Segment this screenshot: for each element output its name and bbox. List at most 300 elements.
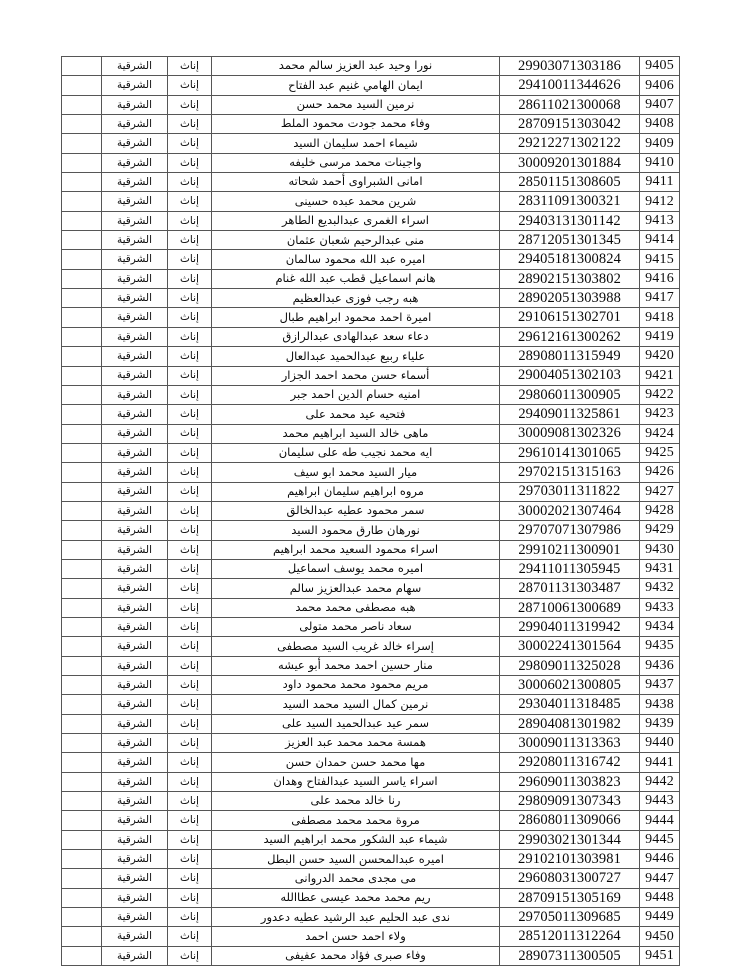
table-row [62, 888, 680, 907]
person-name-cell: شرين محمد عبده حسينى [212, 192, 500, 211]
governorate-cell: الشرقية [102, 656, 168, 675]
serial-number-cell: 9433 [640, 598, 680, 617]
governorate-cell: الشرقية [102, 269, 168, 288]
serial-number-cell: 9440 [640, 734, 680, 753]
serial-number-cell: 9434 [640, 617, 680, 636]
serial-number-cell: 9424 [640, 424, 680, 443]
governorate-cell: الشرقية [102, 424, 168, 443]
table-row [62, 76, 680, 95]
gender-cell: إناث [168, 153, 212, 172]
blank-cell [62, 211, 102, 230]
gender-cell: إناث [168, 57, 212, 76]
table-row [62, 908, 680, 927]
table-row [62, 772, 680, 791]
blank-cell [62, 772, 102, 791]
gender-cell: إناث [168, 714, 212, 733]
national-id-cell: 29707071307986 [500, 521, 640, 540]
blank-cell [62, 617, 102, 636]
table-row [62, 792, 680, 811]
table-row [62, 347, 680, 366]
national-id-cell: 30009011313363 [500, 734, 640, 753]
governorate-cell: الشرقية [102, 676, 168, 695]
gender-cell: إناث [168, 482, 212, 501]
governorate-cell: الشرقية [102, 521, 168, 540]
governorate-cell: الشرقية [102, 888, 168, 907]
serial-number-cell: 9405 [640, 57, 680, 76]
table-row [62, 308, 680, 327]
table-row [62, 192, 680, 211]
person-name-cell: ميار السيد محمد ابو سيف [212, 463, 500, 482]
governorate-cell: الشرقية [102, 772, 168, 791]
person-name-cell: سهام محمد عبدالعزيز سالم [212, 579, 500, 598]
national-id-cell: 29004051302103 [500, 366, 640, 385]
gender-cell: إناث [168, 308, 212, 327]
governorate-cell: الشرقية [102, 95, 168, 114]
national-id-cell: 28709151305169 [500, 888, 640, 907]
gender-cell: إناث [168, 559, 212, 578]
national-id-cell: 29903021301344 [500, 830, 640, 849]
serial-number-cell: 9445 [640, 830, 680, 849]
governorate-cell: الشرقية [102, 173, 168, 192]
person-name-cell: نورهان طارق محمود السيد [212, 521, 500, 540]
governorate-cell: الشرقية [102, 695, 168, 714]
blank-cell [62, 134, 102, 153]
serial-number-cell: 9450 [640, 927, 680, 946]
table-row [62, 753, 680, 772]
person-name-cell: وفاء صبرى فؤاد محمد عفيفى [212, 946, 500, 965]
gender-cell: إناث [168, 385, 212, 404]
blank-cell [62, 521, 102, 540]
gender-cell: إناث [168, 811, 212, 830]
blank-cell [62, 656, 102, 675]
table-row [62, 695, 680, 714]
serial-number-cell: 9412 [640, 192, 680, 211]
national-id-cell: 28902151303802 [500, 269, 640, 288]
governorate-cell: الشرقية [102, 231, 168, 250]
blank-cell [62, 192, 102, 211]
person-name-cell: همسة محمد محمد عبد العزيز [212, 734, 500, 753]
person-name-cell: اسراء الغمرى عبدالبديع الطاهر [212, 211, 500, 230]
person-name-cell: مها محمد حسن حمدان حسن [212, 753, 500, 772]
serial-number-cell: 9415 [640, 250, 680, 269]
national-id-cell: 28907311300505 [500, 946, 640, 965]
blank-cell [62, 830, 102, 849]
table-row [62, 153, 680, 172]
person-name-cell: امانى الشبراوى أحمد شحاته [212, 173, 500, 192]
national-id-cell: 29405181300824 [500, 250, 640, 269]
gender-cell: إناث [168, 695, 212, 714]
blank-cell [62, 308, 102, 327]
national-id-cell: 28902051303988 [500, 289, 640, 308]
serial-number-cell: 9437 [640, 676, 680, 695]
blank-cell [62, 231, 102, 250]
serial-number-cell: 9414 [640, 231, 680, 250]
blank-cell [62, 637, 102, 656]
governorate-cell: الشرقية [102, 850, 168, 869]
table-row [62, 521, 680, 540]
national-id-cell: 28611021300068 [500, 95, 640, 114]
person-name-cell: اميرة احمد محمود ابراهيم طبال [212, 308, 500, 327]
gender-cell: إناث [168, 443, 212, 462]
gender-cell: إناث [168, 946, 212, 965]
serial-number-cell: 9427 [640, 482, 680, 501]
table-row [62, 424, 680, 443]
person-name-cell: هبه مصطفى محمد محمد [212, 598, 500, 617]
serial-number-cell: 9429 [640, 521, 680, 540]
national-id-cell: 29705011309685 [500, 908, 640, 927]
gender-cell: إناث [168, 598, 212, 617]
national-id-cell: 29409011325861 [500, 405, 640, 424]
blank-cell [62, 385, 102, 404]
serial-number-cell: 9422 [640, 385, 680, 404]
serial-number-cell: 9428 [640, 501, 680, 520]
serial-number-cell: 9413 [640, 211, 680, 230]
national-id-cell: 29608031300727 [500, 869, 640, 888]
serial-number-cell: 9406 [640, 76, 680, 95]
gender-cell: إناث [168, 327, 212, 346]
gender-cell: إناث [168, 289, 212, 308]
blank-cell [62, 173, 102, 192]
national-id-cell: 28501151308605 [500, 173, 640, 192]
person-name-cell: دعاء سعد عبدالهادى عبدالرازق [212, 327, 500, 346]
governorate-cell: الشرقية [102, 463, 168, 482]
governorate-cell: الشرقية [102, 792, 168, 811]
table-row [62, 385, 680, 404]
national-id-cell: 28311091300321 [500, 192, 640, 211]
serial-number-cell: 9439 [640, 714, 680, 733]
blank-cell [62, 792, 102, 811]
blank-cell [62, 443, 102, 462]
table-row [62, 327, 680, 346]
table-row [62, 714, 680, 733]
gender-cell: إناث [168, 637, 212, 656]
table-row [62, 443, 680, 462]
blank-cell [62, 347, 102, 366]
governorate-cell: الشرقية [102, 714, 168, 733]
gender-cell: إناث [168, 115, 212, 134]
gender-cell: إناث [168, 850, 212, 869]
person-name-cell: ايه محمد نجيب طه على سليمان [212, 443, 500, 462]
national-id-cell: 28908011315949 [500, 347, 640, 366]
table-row [62, 115, 680, 134]
person-name-cell: منى عبدالرحيم شعبان عثمان [212, 231, 500, 250]
blank-cell [62, 598, 102, 617]
blank-cell [62, 115, 102, 134]
person-name-cell: مروه ابراهيم سليمان ابراهيم [212, 482, 500, 501]
person-name-cell: مى مجدى محمد الدروانى [212, 869, 500, 888]
blank-cell [62, 424, 102, 443]
gender-cell: إناث [168, 405, 212, 424]
person-name-cell: سمر محمود عطيه عبدالخالق [212, 501, 500, 520]
blank-cell [62, 811, 102, 830]
person-name-cell: إسراء خالد غريب السيد مصطفى [212, 637, 500, 656]
person-name-cell: ريم محمد محمد عيسى عطاالله [212, 888, 500, 907]
person-name-cell: منار حسين احمد محمد أبو عيشه [212, 656, 500, 675]
table-row [62, 830, 680, 849]
governorate-cell: الشرقية [102, 405, 168, 424]
serial-number-cell: 9408 [640, 115, 680, 134]
person-name-cell: اميره عبدالمحسن السيد حسن البطل [212, 850, 500, 869]
serial-number-cell: 9421 [640, 366, 680, 385]
blank-cell [62, 908, 102, 927]
gender-cell: إناث [168, 95, 212, 114]
person-name-cell: ندى عبد الحليم عبد الرشيد عطيه دعدور [212, 908, 500, 927]
governorate-cell: الشرقية [102, 289, 168, 308]
table-row [62, 927, 680, 946]
gender-cell: إناث [168, 772, 212, 791]
person-name-cell: أسماء حسن محمد احمد الجزار [212, 366, 500, 385]
national-id-cell: 30006021300805 [500, 676, 640, 695]
table-row [62, 540, 680, 559]
national-id-cell: 28710061300689 [500, 598, 640, 617]
person-name-cell: امنيه حسام الدين احمد جبر [212, 385, 500, 404]
blank-cell [62, 850, 102, 869]
table-row [62, 95, 680, 114]
table-row [62, 134, 680, 153]
table-row [62, 57, 680, 76]
table-row [62, 637, 680, 656]
table-row [62, 946, 680, 965]
gender-cell: إناث [168, 134, 212, 153]
gender-cell: إناث [168, 540, 212, 559]
governorate-cell: الشرقية [102, 385, 168, 404]
table-row [62, 405, 680, 424]
gender-cell: إناث [168, 521, 212, 540]
serial-number-cell: 9417 [640, 289, 680, 308]
serial-number-cell: 9416 [640, 269, 680, 288]
person-name-cell: واجينات محمد مرسى خليفه [212, 153, 500, 172]
governorate-cell: الشرقية [102, 734, 168, 753]
blank-cell [62, 559, 102, 578]
table-row [62, 173, 680, 192]
governorate-cell: الشرقية [102, 579, 168, 598]
national-id-cell: 30009081302326 [500, 424, 640, 443]
serial-number-cell: 9407 [640, 95, 680, 114]
governorate-cell: الشرقية [102, 57, 168, 76]
blank-cell [62, 269, 102, 288]
national-id-cell: 28512011312264 [500, 927, 640, 946]
gender-cell: إناث [168, 173, 212, 192]
person-name-cell: ولاء احمد حسن احمد [212, 927, 500, 946]
person-name-cell: نورا وحيد عبد العزيز سالم محمد [212, 57, 500, 76]
gender-cell: إناث [168, 501, 212, 520]
gender-cell: إناث [168, 76, 212, 95]
national-id-cell: 29809011325028 [500, 656, 640, 675]
blank-cell [62, 501, 102, 520]
serial-number-cell: 9444 [640, 811, 680, 830]
table-row [62, 231, 680, 250]
serial-number-cell: 9426 [640, 463, 680, 482]
person-name-cell: فتحيه عيد محمد على [212, 405, 500, 424]
table-row [62, 579, 680, 598]
gender-cell: إناث [168, 830, 212, 849]
serial-number-cell: 9443 [640, 792, 680, 811]
person-name-cell: اميره عبد الله محمود سالمان [212, 250, 500, 269]
serial-number-cell: 9436 [640, 656, 680, 675]
national-id-cell: 29106151302701 [500, 308, 640, 327]
governorate-cell: الشرقية [102, 366, 168, 385]
national-id-cell: 29806011300905 [500, 385, 640, 404]
gender-cell: إناث [168, 211, 212, 230]
national-id-cell: 29610141301065 [500, 443, 640, 462]
governorate-cell: الشرقية [102, 211, 168, 230]
gender-cell: إناث [168, 424, 212, 443]
serial-number-cell: 9447 [640, 869, 680, 888]
person-name-cell: شيماء عبد الشكور محمد ابراهيم السيد [212, 830, 500, 849]
blank-cell [62, 250, 102, 269]
gender-cell: إناث [168, 347, 212, 366]
gender-cell: إناث [168, 888, 212, 907]
table-row [62, 463, 680, 482]
blank-cell [62, 695, 102, 714]
table-row [62, 869, 680, 888]
person-name-cell: سعاد ناصر محمد متولى [212, 617, 500, 636]
table-row [62, 250, 680, 269]
governorate-cell: الشرقية [102, 482, 168, 501]
national-id-cell: 29703011311822 [500, 482, 640, 501]
serial-number-cell: 9411 [640, 173, 680, 192]
governorate-cell: الشرقية [102, 443, 168, 462]
serial-number-cell: 9438 [640, 695, 680, 714]
table-row [62, 850, 680, 869]
national-id-cell: 28701131303487 [500, 579, 640, 598]
table-row [62, 482, 680, 501]
governorate-cell: الشرقية [102, 250, 168, 269]
governorate-cell: الشرقية [102, 908, 168, 927]
gender-cell: إناث [168, 792, 212, 811]
governorate-cell: الشرقية [102, 598, 168, 617]
blank-cell [62, 57, 102, 76]
serial-number-cell: 9425 [640, 443, 680, 462]
serial-number-cell: 9419 [640, 327, 680, 346]
governorate-cell: الشرقية [102, 869, 168, 888]
person-name-cell: هبه رجب فوزى عبدالعظيم [212, 289, 500, 308]
blank-cell [62, 946, 102, 965]
governorate-cell: الشرقية [102, 811, 168, 830]
governorate-cell: الشرقية [102, 637, 168, 656]
governorate-cell: الشرقية [102, 347, 168, 366]
national-id-cell: 29403131301142 [500, 211, 640, 230]
gender-cell: إناث [168, 753, 212, 772]
person-name-cell: وفاء محمد جودت محمود الملط [212, 115, 500, 134]
blank-cell [62, 289, 102, 308]
governorate-cell: الشرقية [102, 753, 168, 772]
governorate-cell: الشرقية [102, 927, 168, 946]
serial-number-cell: 9431 [640, 559, 680, 578]
national-id-cell: 29904011319942 [500, 617, 640, 636]
serial-number-cell: 9446 [640, 850, 680, 869]
serial-number-cell: 9410 [640, 153, 680, 172]
person-name-cell: علياء ربيع عبدالحميد عبدالعال [212, 347, 500, 366]
serial-number-cell: 9449 [640, 908, 680, 927]
governorate-cell: الشرقية [102, 830, 168, 849]
gender-cell: إناث [168, 366, 212, 385]
national-id-cell: 29102101303981 [500, 850, 640, 869]
gender-cell: إناث [168, 463, 212, 482]
person-name-cell: ماهى خالد السيد ابراهيم محمد [212, 424, 500, 443]
national-id-cell: 29410011344626 [500, 76, 640, 95]
national-id-cell: 28712051301345 [500, 231, 640, 250]
gender-cell: إناث [168, 908, 212, 927]
table-row [62, 269, 680, 288]
governorate-cell: الشرقية [102, 559, 168, 578]
serial-number-cell: 9420 [640, 347, 680, 366]
table-row [62, 289, 680, 308]
gender-cell: إناث [168, 676, 212, 695]
gender-cell: إناث [168, 617, 212, 636]
records-table-body [62, 57, 680, 966]
person-name-cell: نرمين كمال السيد محمد السيد [212, 695, 500, 714]
table-row [62, 366, 680, 385]
national-id-cell: 28709151303042 [500, 115, 640, 134]
person-name-cell: هانم اسماعيل قطب عبد الله غنام [212, 269, 500, 288]
table-row [62, 598, 680, 617]
national-id-cell: 29910211300901 [500, 540, 640, 559]
national-id-cell: 29304011318485 [500, 695, 640, 714]
blank-cell [62, 482, 102, 501]
person-name-cell: رنا خالد محمد على [212, 792, 500, 811]
person-name-cell: اميره محمد يوسف اسماعيل [212, 559, 500, 578]
national-id-cell: 28608011309066 [500, 811, 640, 830]
blank-cell [62, 888, 102, 907]
governorate-cell: الشرقية [102, 134, 168, 153]
table-row [62, 617, 680, 636]
governorate-cell: الشرقية [102, 153, 168, 172]
national-id-cell: 29212271302122 [500, 134, 640, 153]
person-name-cell: نرمين السيد محمد حسن [212, 95, 500, 114]
serial-number-cell: 9418 [640, 308, 680, 327]
national-id-cell: 29411011305945 [500, 559, 640, 578]
serial-number-cell: 9430 [640, 540, 680, 559]
governorate-cell: الشرقية [102, 115, 168, 134]
serial-number-cell: 9448 [640, 888, 680, 907]
blank-cell [62, 327, 102, 346]
table-row [62, 656, 680, 675]
blank-cell [62, 579, 102, 598]
national-id-cell: 29903071303186 [500, 57, 640, 76]
blank-cell [62, 753, 102, 772]
gender-cell: إناث [168, 269, 212, 288]
serial-number-cell: 9451 [640, 946, 680, 965]
blank-cell [62, 76, 102, 95]
serial-number-cell: 9432 [640, 579, 680, 598]
gender-cell: إناث [168, 869, 212, 888]
table-row [62, 501, 680, 520]
governorate-cell: الشرقية [102, 540, 168, 559]
blank-cell [62, 463, 102, 482]
governorate-cell: الشرقية [102, 946, 168, 965]
serial-number-cell: 9442 [640, 772, 680, 791]
governorate-cell: الشرقية [102, 501, 168, 520]
blank-cell [62, 153, 102, 172]
person-name-cell: مروة محمد محمد مصطفى [212, 811, 500, 830]
person-name-cell: شيماء احمد سليمان السيد [212, 134, 500, 153]
records-table-container [62, 56, 680, 966]
blank-cell [62, 714, 102, 733]
national-id-cell: 30002241301564 [500, 637, 640, 656]
governorate-cell: الشرقية [102, 327, 168, 346]
gender-cell: إناث [168, 250, 212, 269]
national-id-cell: 30009201301884 [500, 153, 640, 172]
gender-cell: إناث [168, 656, 212, 675]
national-id-cell: 29612161300262 [500, 327, 640, 346]
gender-cell: إناث [168, 734, 212, 753]
serial-number-cell: 9441 [640, 753, 680, 772]
governorate-cell: الشرقية [102, 308, 168, 327]
table-row [62, 811, 680, 830]
blank-cell [62, 540, 102, 559]
governorate-cell: الشرقية [102, 192, 168, 211]
